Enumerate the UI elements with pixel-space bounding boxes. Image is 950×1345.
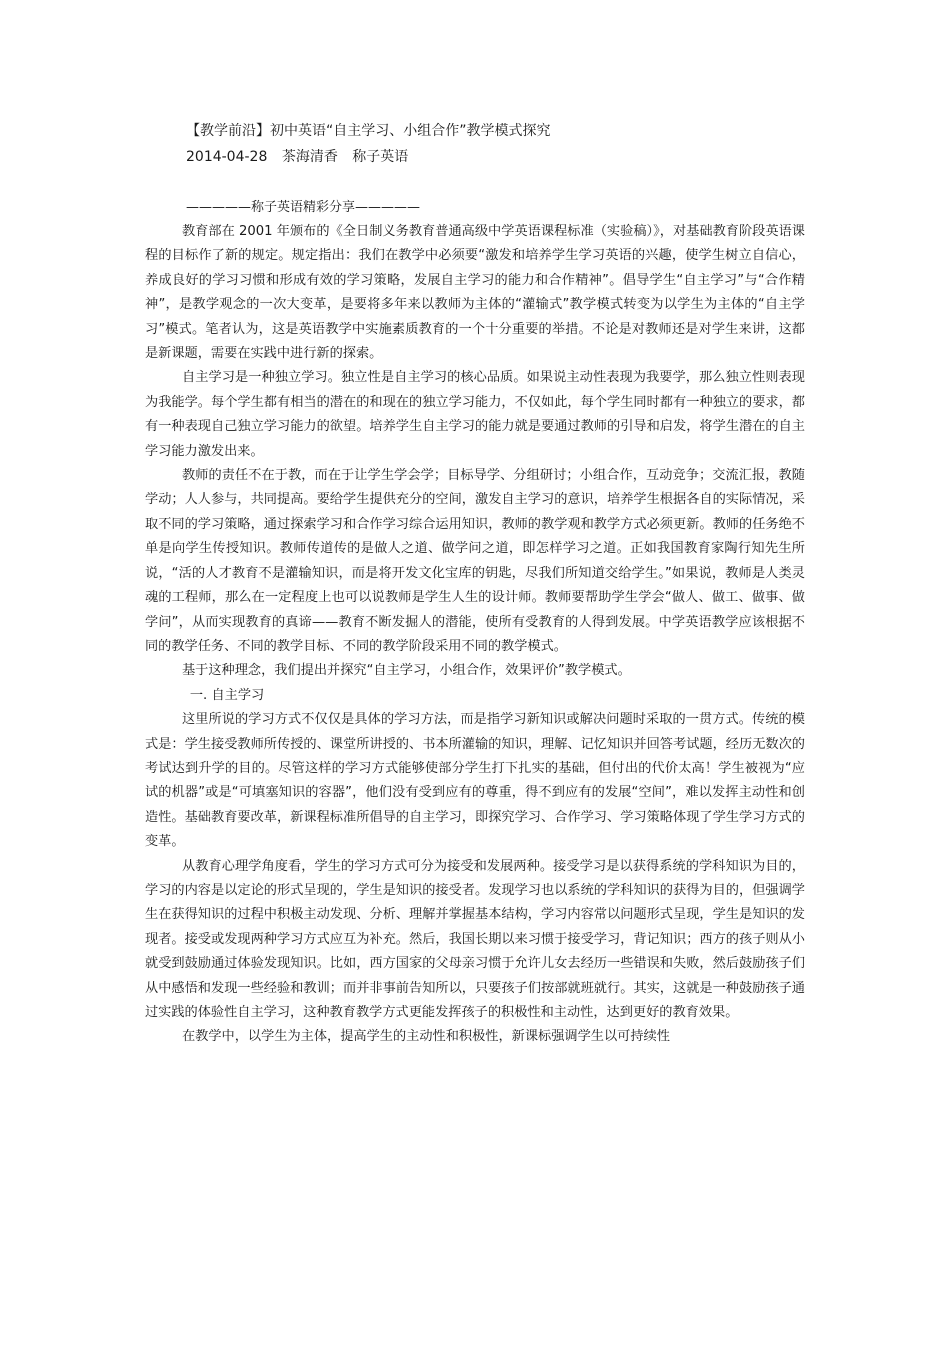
- paragraph: 教师的责任不在于教，而在于让学生学会学；目标导学、分组研讨；小组合作，互动竞争；交流汇报，教随学动；人人参与，共同提高。要给学生提供充分的空间，激发自主学习的意识，培养学生根据各自的实际情况，采取不同的学习策略，通过探索学习和合作学习综合运用知识，教师的教学观和教学方式必须更新。教师的任务绝不单是向学生传授知识。教师传道传的是做人之道、做学问之道，即怎样学习之道。正如我国教育家陶行知先生所说，“活的人才教育不是灌输知识，而是将开发文化宝库的钥匙，尽我们所知道交给学生。”如果说，教师是人类灵魂的工程师，那么在一定程度上也可以说教师是学生人生的设计师。教师要帮助学生学会“做人、做工、做事、做学问”，从而实现教育的真谛——教育不断发掘人的潜能，使所有受教育的人得到发展。中学英语教学应该根据不同的教学任务、不同的教学目标、不同的教学阶段采用不同的教学模式。: [145, 468, 805, 654]
- article-title: 【教学前沿】初中英语“自主学习、小组合作”教学模式探究: [186, 123, 551, 139]
- author-name: 茶海清香: [281, 149, 338, 165]
- article-meta: [186, 147, 418, 167]
- paragraph: 从教育心理学角度看，学生的学习方式可分为接受和发展两种。接受学习是以获得系统的学科知识为目的，学习的内容是以定论的形式呈现的，学生是知识的接受者。发现学习也以系统的学科知识的获得为目的，但强调学生在获得知识的过程中积极主动发现、分析、理解并掌握基本结构，学习内容常以问题形式呈现，学生是知识的发现者。接受或发现两种学习方式应互为补充。然后，我国长期以来习惯于接受学习，背记知识；西方的孩子则从小就受到鼓励通过体验发现知识。比如，西方国家的父母亲习惯于允许儿女去经历一些错误和失败，然后鼓励孩子们从中感悟和发现一些经验和教训；而并非事前告知所以，只要孩子们按部就班就行。其实，这就是一种鼓励孩子通过实践的体验性自主学习，这种教育教学方式更能发挥孩子的积极性和主动性，达到更好的教育效果。: [145, 858, 805, 1020]
- paragraph: 基于这种理念，我们提出并探究“自主学习，小组合作，效果评价”教学模式。: [181, 663, 631, 679]
- paragraph: 自主学习是一种独立学习。独立性是自主学习的核心品质。如果说主动性表现为我要学，那么独立性则表现为我能学。每个学生都有相当的潜在的和现在的独立学习能力，不仅如此，每个学生同时都有一种独立的要求，都有一种表现自己独立学习能力的欲望。培养学生自主学习的能力就是要通过教师的引导和启发，将学生潜在的自主学习能力激发出来。: [145, 370, 805, 459]
- article-body: [145, 220, 805, 1050]
- publish-date: 2014-04-28: [186, 149, 268, 165]
- source-name: 称子英语: [352, 149, 409, 165]
- paragraph: 这里所说的学习方式不仅仅是具体的学习方法，而是指学习新知识或解决问题时采取的一贯方式。传统的模式是：学生接受教师所传授的、课堂所讲授的、书本所灌输的知识，理解、记忆知识并回答考试题，经历无数次的考试达到升学的目的。尽管这样的学习方式能够使部分学生打下扎实的基础，但付出的代价太高！学生被视为“应试的机器”或是“可填塞知识的容器”，他们没有受到应有的尊重，得不到应有的发展“空间”，难以发挥主动性和创造性。基础教育要改革，新课程标准所倡导的自主学习，即探究学习、合作学习、学习策略体现了学生学习方式的变革。: [145, 712, 805, 850]
- section-divider: —————称子英语精彩分享—————: [186, 200, 421, 215]
- paragraph: 教育部在 2001 年颁布的《全日制义务教育普通高级中学英语课程标准（实验稿）》，对基础教育阶段英语课程的目标作了新的规定。规定指出：我们在教学中必须要“激发和培养学生学习英语的兴趣，使学生树立自信心，养成良好的学习习惯和形成有效的学习策略，发展自主学习的能力和合作精神”。倡导学生“自主学习”与“合作精神”，是教学观念的一次大变革，是要将多年来以教师为主体的“灌输式”教学模式转变为以学生为主体的“自主学习”模式。笔者认为，这是英语教学中实施素质教育的一个十分重要的举措。不论是对教师还是对学生来讲，这都是新课题，需要在实践中进行新的探索。: [145, 224, 805, 362]
- paragraph: 在教学中，以学生为主体，提高学生的主动性和积极性，新课标强调学生以可持续性: [181, 1029, 670, 1045]
- section-heading: 一. 自主学习: [189, 687, 265, 703]
